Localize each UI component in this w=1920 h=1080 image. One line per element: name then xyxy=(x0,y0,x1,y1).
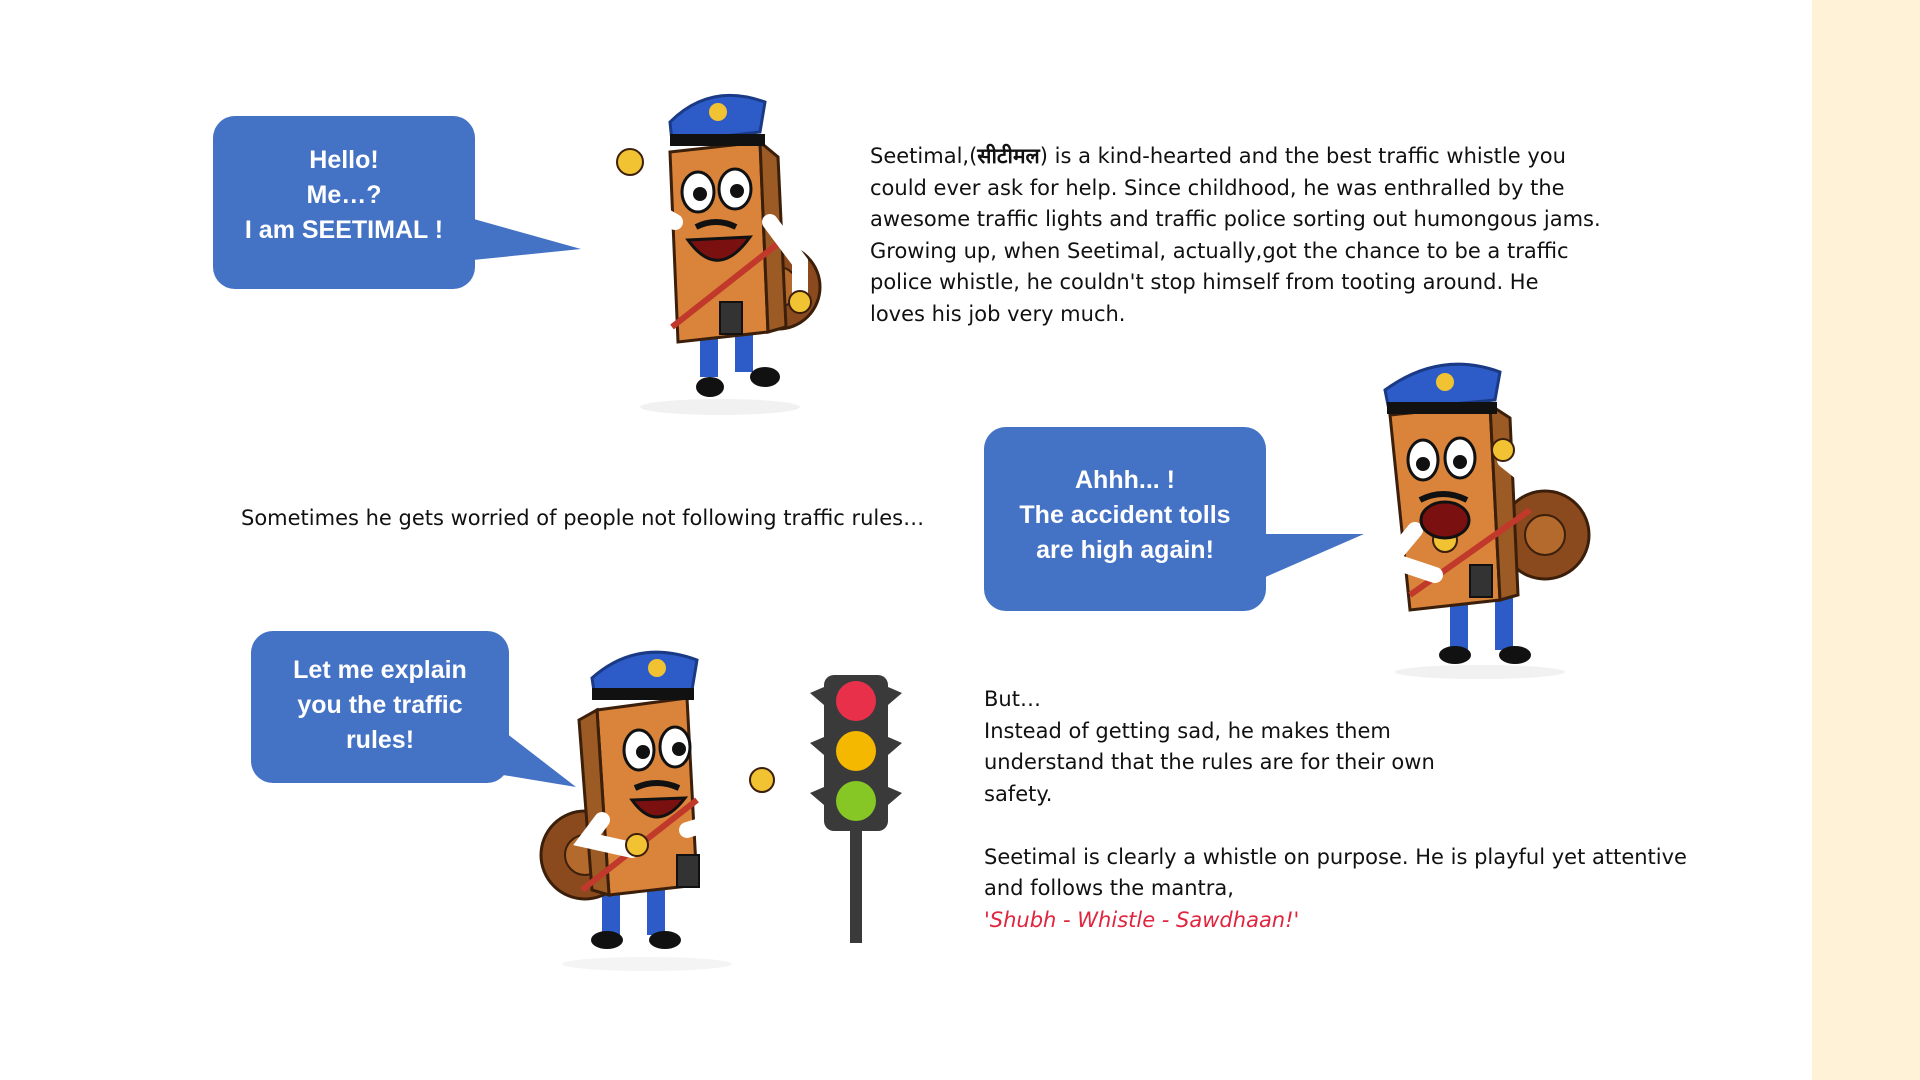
red-light xyxy=(836,681,876,721)
closing-spacer xyxy=(984,810,1774,842)
closing-line: But… xyxy=(984,687,1041,711)
closing-line: understand that the rules are for their own xyxy=(984,750,1435,774)
closing-line: safety. xyxy=(984,781,1053,806)
intro-line: Growing up, when Seetimal, actually,got the chance to be a traffic xyxy=(870,238,1569,263)
seetimal-mascot-icon xyxy=(537,650,792,972)
closing-paragraph xyxy=(984,684,1774,936)
worry-caption-text: Sometimes he gets worried of people not following traffic rules… xyxy=(241,506,925,530)
closing-line: Instead of getting sad, he makes them xyxy=(984,718,1391,743)
intro-line: could ever ask for help. Since childhood, he was enthralled by the xyxy=(870,175,1565,200)
bubble-line: Hello! xyxy=(309,146,379,174)
bubble-line: Let me explain xyxy=(293,656,467,684)
intro-line: loves his job very much. xyxy=(870,301,1126,326)
intro-first-line xyxy=(870,141,1610,173)
intro-paragraph xyxy=(870,141,1610,330)
worry-caption xyxy=(241,503,961,535)
bubble-line: The accident tolls xyxy=(1019,501,1231,529)
mantra-text: 'Shubh - Whistle - Sawdhaan!' xyxy=(984,907,1300,932)
bubble-line: rules! xyxy=(345,726,415,754)
purpose-line: Seetimal is clearly a whistle on purpose. He is playful yet attentive xyxy=(984,844,1687,869)
purpose-line: and follows the mantra, xyxy=(984,876,1234,900)
speech-bubble-worried xyxy=(984,427,1366,614)
speech-bubble-hello xyxy=(213,116,583,291)
bubble-line: you the traffic xyxy=(297,691,463,719)
side-strip xyxy=(1812,0,1920,1080)
speech-bubble-hello-text xyxy=(213,143,475,248)
speech-bubble-explain xyxy=(251,631,581,789)
traffic-light-icon xyxy=(808,673,904,945)
intro-first-line-rest: ) is a kind-hearted and the best traffic whistle you xyxy=(1039,144,1566,168)
intro-line: awesome traffic lights and traffic police sorting out humongous jams. xyxy=(870,207,1601,231)
green-light xyxy=(836,781,876,821)
yellow-light xyxy=(836,731,876,771)
seetimal-mascot-icon xyxy=(1355,360,1600,680)
speech-bubble-explain-text xyxy=(251,653,509,758)
speech-bubble-worried-text xyxy=(984,463,1266,568)
bubble-line: Ahhh... ! xyxy=(1075,466,1175,494)
intro-line: police whistle, he couldn't stop himself from tooting around. He xyxy=(870,270,1539,294)
bubble-line: Me…? xyxy=(306,181,382,209)
bubble-line: are high again! xyxy=(1036,536,1214,564)
bubble-line: I am SEETIMAL ! xyxy=(244,216,444,244)
seetimal-mascot-icon xyxy=(600,62,840,417)
hindi-name: सीटीमल xyxy=(977,144,1040,168)
intro-prefix: Seetimal,( xyxy=(870,144,978,168)
